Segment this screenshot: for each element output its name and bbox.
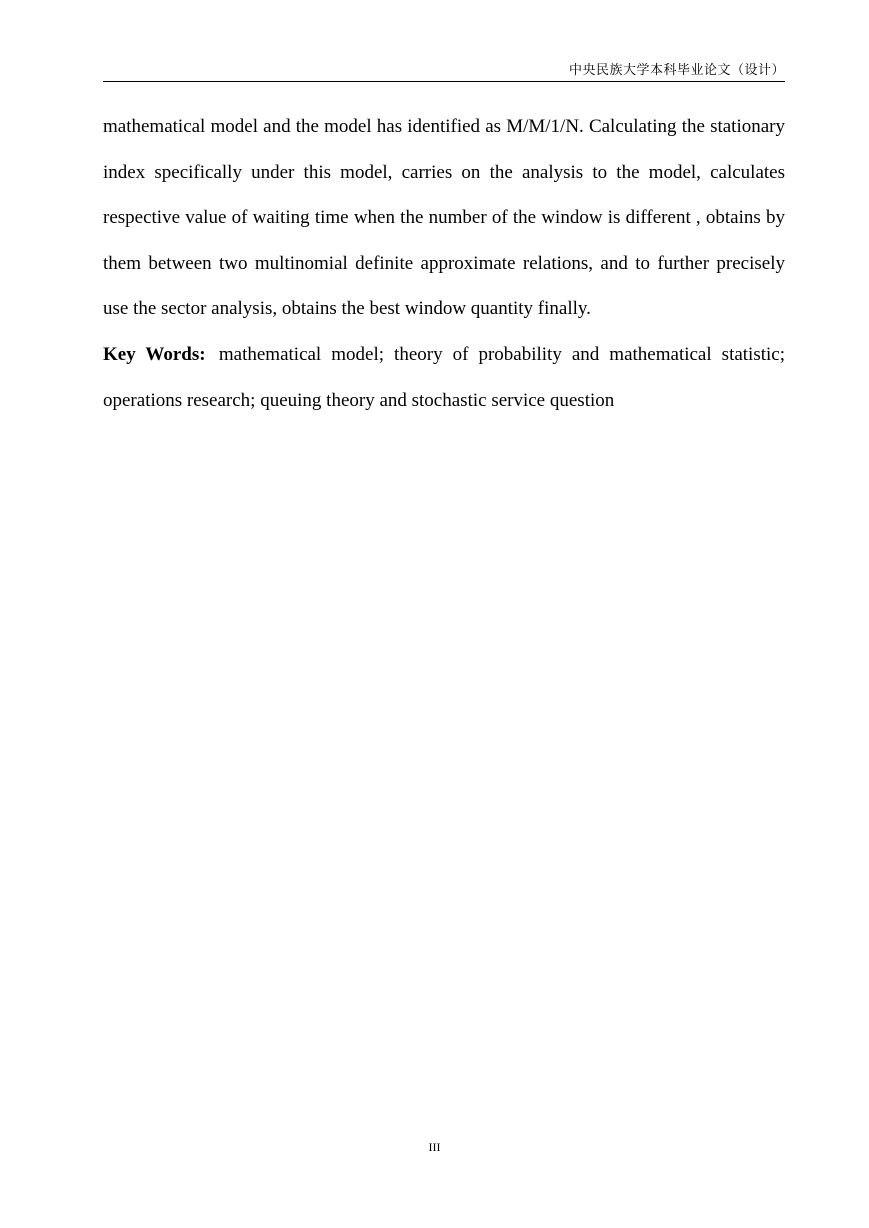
body-text xyxy=(103,104,785,423)
keywords-text: mathematical model; theory of probability and mathematical statistic; operations research; queuing theory and stochastic service question xyxy=(103,343,786,411)
header-rule xyxy=(103,81,785,82)
running-header: 中央民族大学本科毕业论文（设计） xyxy=(568,63,785,78)
keywords-label: Key Words: xyxy=(103,343,206,365)
abstract-paragraph: mathematical model and the model has identified as M/M/1/N. Calculating the stationary index specifically under this model, carries on the analysis to the model, calculates respective value of waiting time when the number of the window is different , obtains by them between two multinomial definite approximate relations, and to further precisely use the sector analysis, obtains the best window quantity finally. xyxy=(103,116,785,320)
page-number: III xyxy=(428,1140,441,1154)
keywords-paragraph xyxy=(103,332,785,423)
